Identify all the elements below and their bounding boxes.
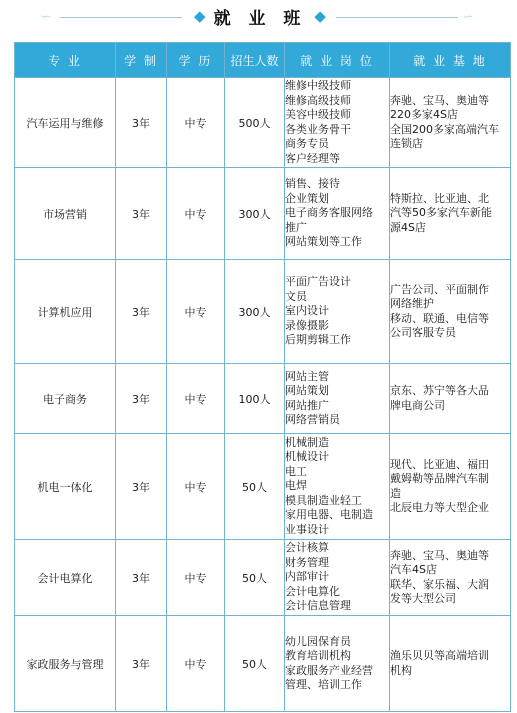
- position-line: 美容中级技师: [285, 108, 351, 121]
- column-header: 专 业: [15, 43, 116, 78]
- position-line: 会计核算: [285, 541, 329, 555]
- cell-enrollment: 300人: [225, 168, 285, 260]
- title-bar: [0, 0, 517, 36]
- position-line: 网站策划: [285, 384, 329, 397]
- position-line: 各类业务骨干: [285, 122, 351, 136]
- cell-level: 中专: [167, 78, 225, 168]
- base-line: 220多家4S店: [390, 108, 458, 121]
- position-line: 维修高级技师: [285, 93, 351, 107]
- base-line: 网络维护: [390, 297, 434, 310]
- cell-major: 家政服务与管理: [15, 616, 116, 712]
- position-line: 家用电器、电制造: [285, 508, 373, 522]
- cell-major: 电子商务: [15, 364, 116, 434]
- position-line: 会计电算化: [285, 584, 340, 598]
- cell-major: 汽车运用与维修: [15, 78, 116, 168]
- table-body: [15, 78, 511, 712]
- position-line: 网络营销员: [285, 413, 340, 426]
- base-line: 京东、苏宁等各大品: [390, 384, 489, 397]
- base-line: 奔驰、宝马、奥迪等: [390, 93, 489, 107]
- diamond-icon: ◆: [314, 6, 326, 25]
- position-line: 网站策划等工作: [285, 235, 362, 249]
- position-line: 财务管理: [285, 555, 329, 569]
- position-line: 机械制造: [285, 435, 329, 449]
- position-line: 家政服务产业经营: [285, 663, 373, 677]
- base-line: 造: [390, 486, 401, 500]
- cell-duration: 3年: [116, 260, 167, 364]
- decorative-swirl-icon: ∽: [462, 9, 474, 25]
- cell-enrollment: 300人: [225, 260, 285, 364]
- cell-enrollment: 50人: [225, 540, 285, 616]
- position-line: 内部审计: [285, 570, 329, 584]
- position-line: 文员: [285, 289, 307, 303]
- employment-table: [14, 42, 511, 712]
- cell-positions: [285, 616, 390, 712]
- cell-duration: 3年: [116, 616, 167, 712]
- title-wrap: [190, 3, 330, 29]
- cell-duration: 3年: [116, 364, 167, 434]
- column-header: 就 业 基 地: [390, 43, 511, 78]
- diamond-icon: ◆: [194, 6, 206, 25]
- position-line: 会计信息管理: [285, 599, 351, 613]
- position-line: 电子商务客服网络: [285, 206, 373, 220]
- cell-positions: [285, 434, 390, 540]
- position-line: 幼儿园保育员: [285, 634, 351, 648]
- base-line: 特斯拉、比亚迪、北: [390, 191, 489, 205]
- base-line: 北辰电力等大型企业: [390, 501, 489, 514]
- cell-enrollment: 100人: [225, 364, 285, 434]
- base-line: 全国200多家高端汽车: [390, 122, 499, 136]
- position-line: 后期剪辑工作: [285, 333, 351, 347]
- position-line: 维修中级技师: [285, 79, 351, 92]
- base-line: 渔乐贝贝等高端培训: [390, 649, 489, 662]
- cell-major: 机电一体化: [15, 434, 116, 540]
- cell-level: 中专: [167, 616, 225, 712]
- cell-bases: [390, 540, 511, 616]
- position-line: 网站主管: [285, 369, 329, 383]
- column-header: 学 制: [116, 43, 167, 78]
- table-row: [15, 616, 511, 712]
- position-line: 销售、接待: [285, 177, 340, 191]
- cell-bases: [390, 434, 511, 540]
- column-header: 招生人数: [225, 43, 285, 78]
- position-line: 模具制造业轻工: [285, 493, 362, 507]
- cell-duration: 3年: [116, 540, 167, 616]
- cell-bases: [390, 616, 511, 712]
- cell-duration: 3年: [116, 78, 167, 168]
- cell-positions: [285, 260, 390, 364]
- cell-bases: [390, 168, 511, 260]
- table-header-row: [15, 43, 511, 78]
- position-line: 机械设计: [285, 450, 329, 464]
- base-line: 公司客服专员: [390, 326, 456, 339]
- cell-level: 中专: [167, 260, 225, 364]
- position-line: 商务专员: [285, 137, 329, 150]
- decorative-swirl-icon: ∽: [40, 9, 52, 25]
- table-row: [15, 434, 511, 540]
- position-line: 网站推广: [285, 398, 329, 412]
- position-line: 室内设计: [285, 304, 329, 318]
- cell-major: 会计电算化: [15, 540, 116, 616]
- position-line: 企业策划: [285, 191, 329, 205]
- table-row: [15, 78, 511, 168]
- cell-enrollment: 500人: [225, 78, 285, 168]
- position-line: 录像摄影: [285, 318, 329, 332]
- cell-major: 市场营销: [15, 168, 116, 260]
- title-divider-right: [336, 17, 458, 18]
- cell-level: 中专: [167, 364, 225, 434]
- position-line: 推广: [285, 220, 307, 234]
- cell-bases: [390, 260, 511, 364]
- table-row: [15, 168, 511, 260]
- cell-duration: 3年: [116, 168, 167, 260]
- table-row: [15, 540, 511, 616]
- base-line: 现代、比亚迪、福田: [390, 457, 489, 471]
- position-line: 客户经理等: [285, 151, 340, 165]
- cell-positions: [285, 168, 390, 260]
- base-line: 汽等50多家汽车新能: [390, 206, 492, 220]
- base-line: 机构: [390, 663, 412, 677]
- cell-positions: [285, 540, 390, 616]
- cell-positions: [285, 78, 390, 168]
- cell-major: 计算机应用: [15, 260, 116, 364]
- base-line: 牌电商公司: [390, 398, 445, 412]
- cell-bases: [390, 364, 511, 434]
- table-row: [15, 260, 511, 364]
- position-line: 业事设计: [285, 522, 329, 536]
- position-line: 教育培训机构: [285, 649, 351, 662]
- base-line: 汽车4S店: [390, 563, 437, 576]
- base-line: 源4S店: [390, 220, 426, 234]
- base-line: 戴姆勒等品牌汽车制: [390, 472, 489, 485]
- position-line: 平面广告设计: [285, 275, 351, 289]
- cell-duration: 3年: [116, 434, 167, 540]
- column-header: 学 历: [167, 43, 225, 78]
- cell-level: 中专: [167, 540, 225, 616]
- cell-enrollment: 50人: [225, 616, 285, 712]
- position-line: 电焊: [285, 479, 307, 493]
- position-line: 电工: [285, 464, 307, 478]
- column-header: 就 业 岗 位: [285, 43, 390, 78]
- position-line: 管理、培训工作: [285, 678, 362, 691]
- base-line: 移动、联通、电信等: [390, 311, 489, 325]
- base-line: 联华、家乐福、大润: [390, 577, 489, 591]
- base-line: 发等大型公司: [390, 592, 456, 605]
- base-line: 连锁店: [390, 137, 423, 150]
- cell-positions: [285, 364, 390, 434]
- table-row: [15, 364, 511, 434]
- base-line: 奔驰、宝马、奥迪等: [390, 548, 489, 562]
- cell-bases: [390, 78, 511, 168]
- title-divider-left: [60, 17, 182, 18]
- cell-enrollment: 50人: [225, 434, 285, 540]
- cell-level: 中专: [167, 434, 225, 540]
- page-title: 就 业 班: [213, 8, 307, 29]
- base-line: 广告公司、平面制作: [390, 282, 489, 296]
- cell-level: 中专: [167, 168, 225, 260]
